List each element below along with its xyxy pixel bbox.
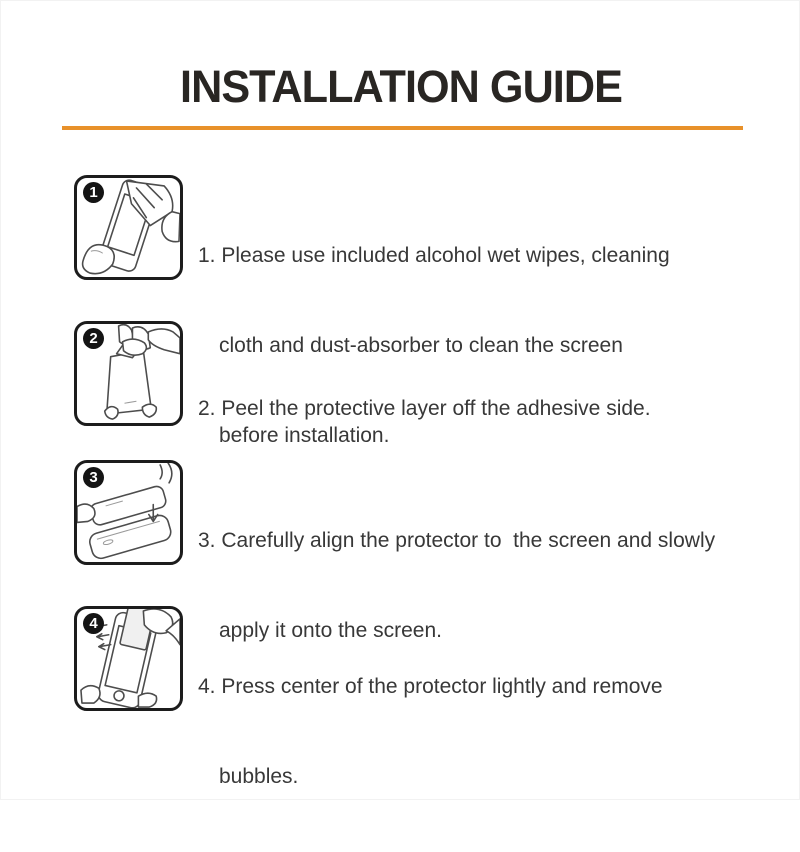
step1-line2: cloth and dust-absorber to clean the screen [219,334,623,357]
step1-line3: before installation. [219,424,390,447]
step1-line1: 1. Please use included alcohol wet wipes, cleaning [198,244,670,267]
step2-illustration-box [74,321,183,426]
step1-illustration-box [74,175,183,280]
step2-number-badge: 2 [83,328,104,349]
step1-number-badge: 1 [83,182,104,203]
step-row-4 [74,606,663,852]
step4-illustration-box [74,606,183,711]
step2-line1: 2. Peel the protective layer off the adhesive side. [198,397,651,420]
step4-text [198,606,663,852]
step4-line2: bubbles. [219,765,299,788]
step3-line2: apply it onto the screen. [219,619,442,642]
step3-number-badge: 3 [83,467,104,488]
step4-number-badge: 4 [83,613,104,634]
page-title: INSTALLATION GUIDE [180,61,622,112]
step3-line1: 3. Carefully align the protector to the screen and slowly [198,529,716,552]
step3-illustration-box [74,460,183,565]
orange-divider [62,126,743,130]
step4-line1: 4. Press center of the protector lightly and remove [198,675,663,698]
